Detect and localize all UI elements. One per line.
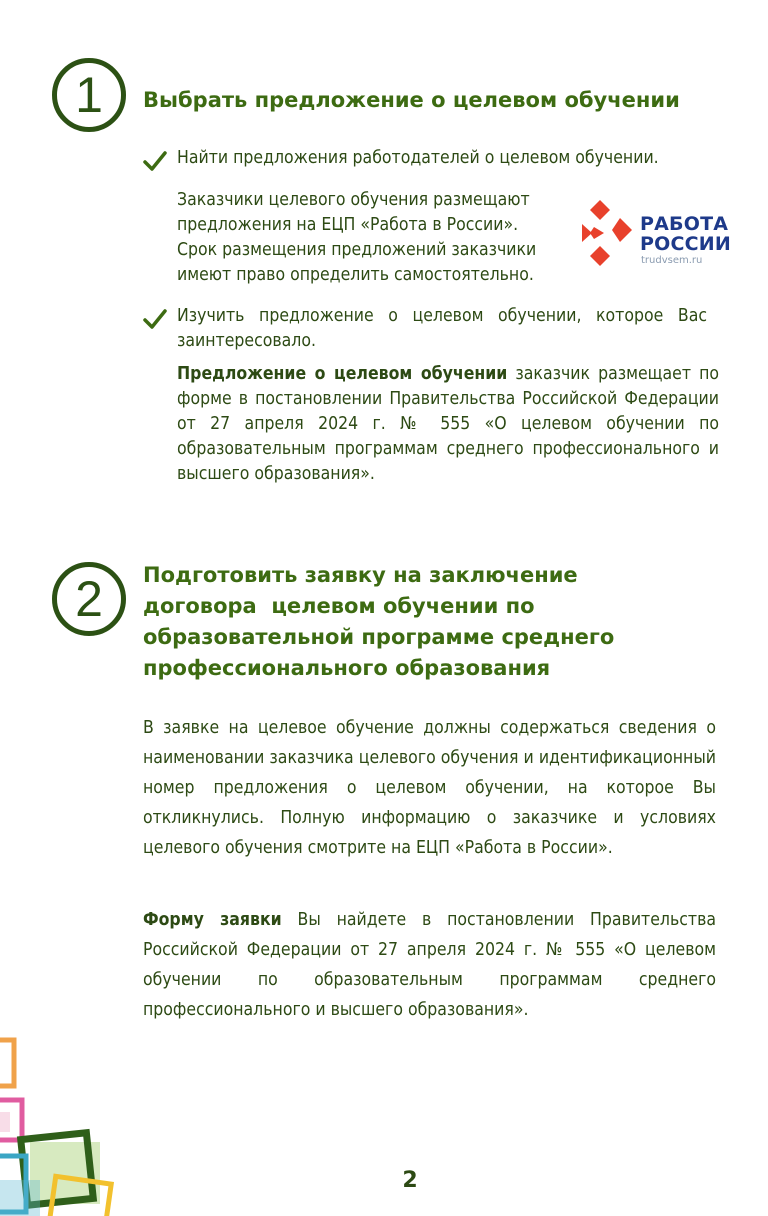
logo-url: trudvsem.ru: [641, 255, 703, 266]
step-1-customers-paragraph: [177, 188, 577, 288]
rabota-v-rossii-logo: [580, 200, 731, 266]
paragraph-line: Срок размещения предложений заказчики: [177, 240, 537, 260]
paragraph-line: предложения на ЕЦП «Работа в России».: [177, 215, 519, 235]
offer-text: заказчик размещает по форме в постановлении Правительства Российской Федерации от 27 апреля 2024 г. № 555 «О целевом обучении по образовательным программам среднего профессионального и высшего образования».: [177, 364, 720, 484]
step-1-circle: 1: [52, 58, 126, 132]
step-1-title: Выбрать предложение о целевом обучении: [143, 88, 680, 112]
logo-line-2: РОССИИ: [640, 233, 731, 255]
form-bold-text: Форму заявки: [143, 910, 282, 930]
page-number: 2: [402, 1168, 418, 1193]
step-2-application-paragraph: В заявке на целевое обучение должны содержаться сведения о наименовании заказчика целевого обучения и идентификационный номер предложения о целевом обучении, на которое Вы откликнулись. Полную информацию о заказчике и условиях целевого обучения смотрите на ЕЦП «Работа в России».: [143, 718, 716, 858]
check-icon: [143, 308, 167, 330]
form-text: Вы найдете в постановлении Правительства Российской Федерации от 27 апреля 2024 г. № 555 «О целевом обучении по образовательным программам среднего профессионального и высшего образования».: [143, 910, 716, 1020]
logo-star-icon: [580, 200, 634, 266]
step-2-form-paragraph: [143, 905, 716, 1025]
paragraph-line: имеют право определить самостоятельно.: [177, 265, 534, 285]
check-icon: [143, 150, 167, 172]
step-2-circle: 2: [52, 562, 126, 636]
paragraph-line: Заказчики целевого обучения размещают: [177, 190, 530, 210]
step-1-item-study: Изучить предложение о целевом обучении, которое Вас заинтересовало.: [177, 306, 707, 351]
step-2-title: Подготовить заявку на заключение договора целевом обучении по образовательной программе среднего профессионального образования: [143, 563, 622, 680]
step-1-item-find: Найти предложения работодателей о целевом обучении.: [177, 148, 659, 168]
offer-bold-text: Предложение о целевом обучении: [177, 364, 508, 384]
step-1-offer-paragraph: [177, 362, 719, 487]
logo-line-1: РАБОТА: [640, 213, 729, 235]
